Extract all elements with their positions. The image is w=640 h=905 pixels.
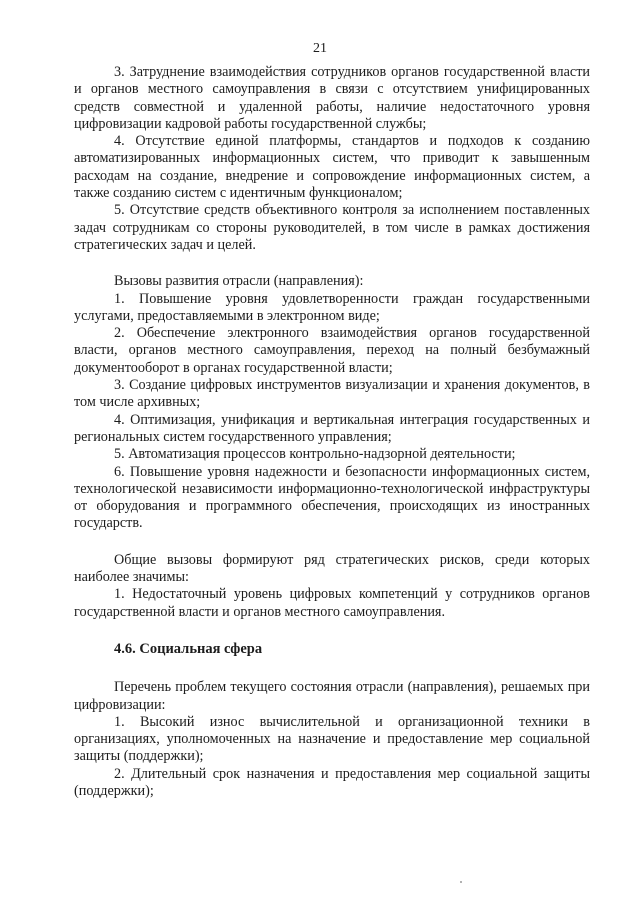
list-item: 4. Оптимизация, унификация и вертикальная интеграция государственных и региональных систем государственного управления; [74, 411, 590, 445]
list-item: 2. Обеспечение электронного взаимодействия органов государственной власти, органов местного самоуправления, переход на полный безбумажный документооборот в органах государственной власти; [74, 325, 590, 376]
risks-block [74, 552, 590, 621]
problems-list-continued [74, 64, 590, 254]
list-item: 3. Создание цифровых инструментов визуализации и хранения документов, в том числе архивных; [74, 377, 590, 411]
list-item: 5. Отсутствие средств объективного контроля за исполнением поставленных задач сотрудникам со стороны руководителей, в том числе в рамках достижения стратегических задач и целей. [74, 202, 590, 253]
list-item: 1. Высокий износ вычислительной и организационной техники в организациях, уполномоченных на назначение и предоставление мер социальной защиты (поддержки); [74, 713, 590, 765]
list-item: 1. Недостаточный уровень цифровых компетенций у сотрудников органов государственной власти и органов местного самоуправления. [74, 586, 590, 620]
paragraph-spacer [74, 254, 590, 273]
list-item: 1. Повышение уровня удовлетворенности граждан государственными услугами, предоставляемыми в электронном виде; [74, 290, 590, 324]
list-item: 5. Автоматизация процессов контрольно-надзорной деятельности; [114, 446, 516, 463]
list-item: 6. Повышение уровня надежности и безопасности информационных систем, технологической независимости информационно-технологической инфраструктуры от оборудования и программного обеспечения, происходящих из иностранных государств. [74, 463, 590, 532]
list-item: 2. Длительный срок назначения и предоставления мер социальной защиты (поддержки); [74, 765, 590, 799]
challenges-heading: Вызовы развития отрасли (направления): [114, 273, 364, 290]
page-number: 21 [313, 41, 327, 56]
page-content [74, 64, 590, 800]
paragraph-spacer [74, 533, 590, 552]
section-intro: Перечень проблем текущего состояния отрасли (направления), решаемых при цифровизации: [74, 679, 590, 713]
paragraph-spacer [74, 658, 590, 679]
paragraph-spacer [74, 621, 590, 641]
section-problems-block [74, 679, 590, 800]
list-item: 3. Затруднение взаимодействия сотрудников органов государственной власти и органов местного самоуправления в связи с отсутствием унифицированных средств совместной и удаленной работы, наличие недостаточного уровня цифровизации кадровой работы государственной службы; [74, 64, 590, 132]
scan-artifact [460, 881, 462, 883]
risks-intro: Общие вызовы формируют ряд стратегических рисков, среди которых наиболее значимы: [74, 551, 590, 586]
list-item: 4. Отсутствие единой платформы, стандартов и подходов к созданию автоматизированных информационных систем, что приводит к завышенным расходам на создание, внедрение и сопровождение информационных систем, а также созданию систем с идентичным функционалом; [74, 133, 590, 202]
challenges-block [74, 273, 590, 532]
section-heading: 4.6. Социальная сфера [114, 640, 263, 657]
